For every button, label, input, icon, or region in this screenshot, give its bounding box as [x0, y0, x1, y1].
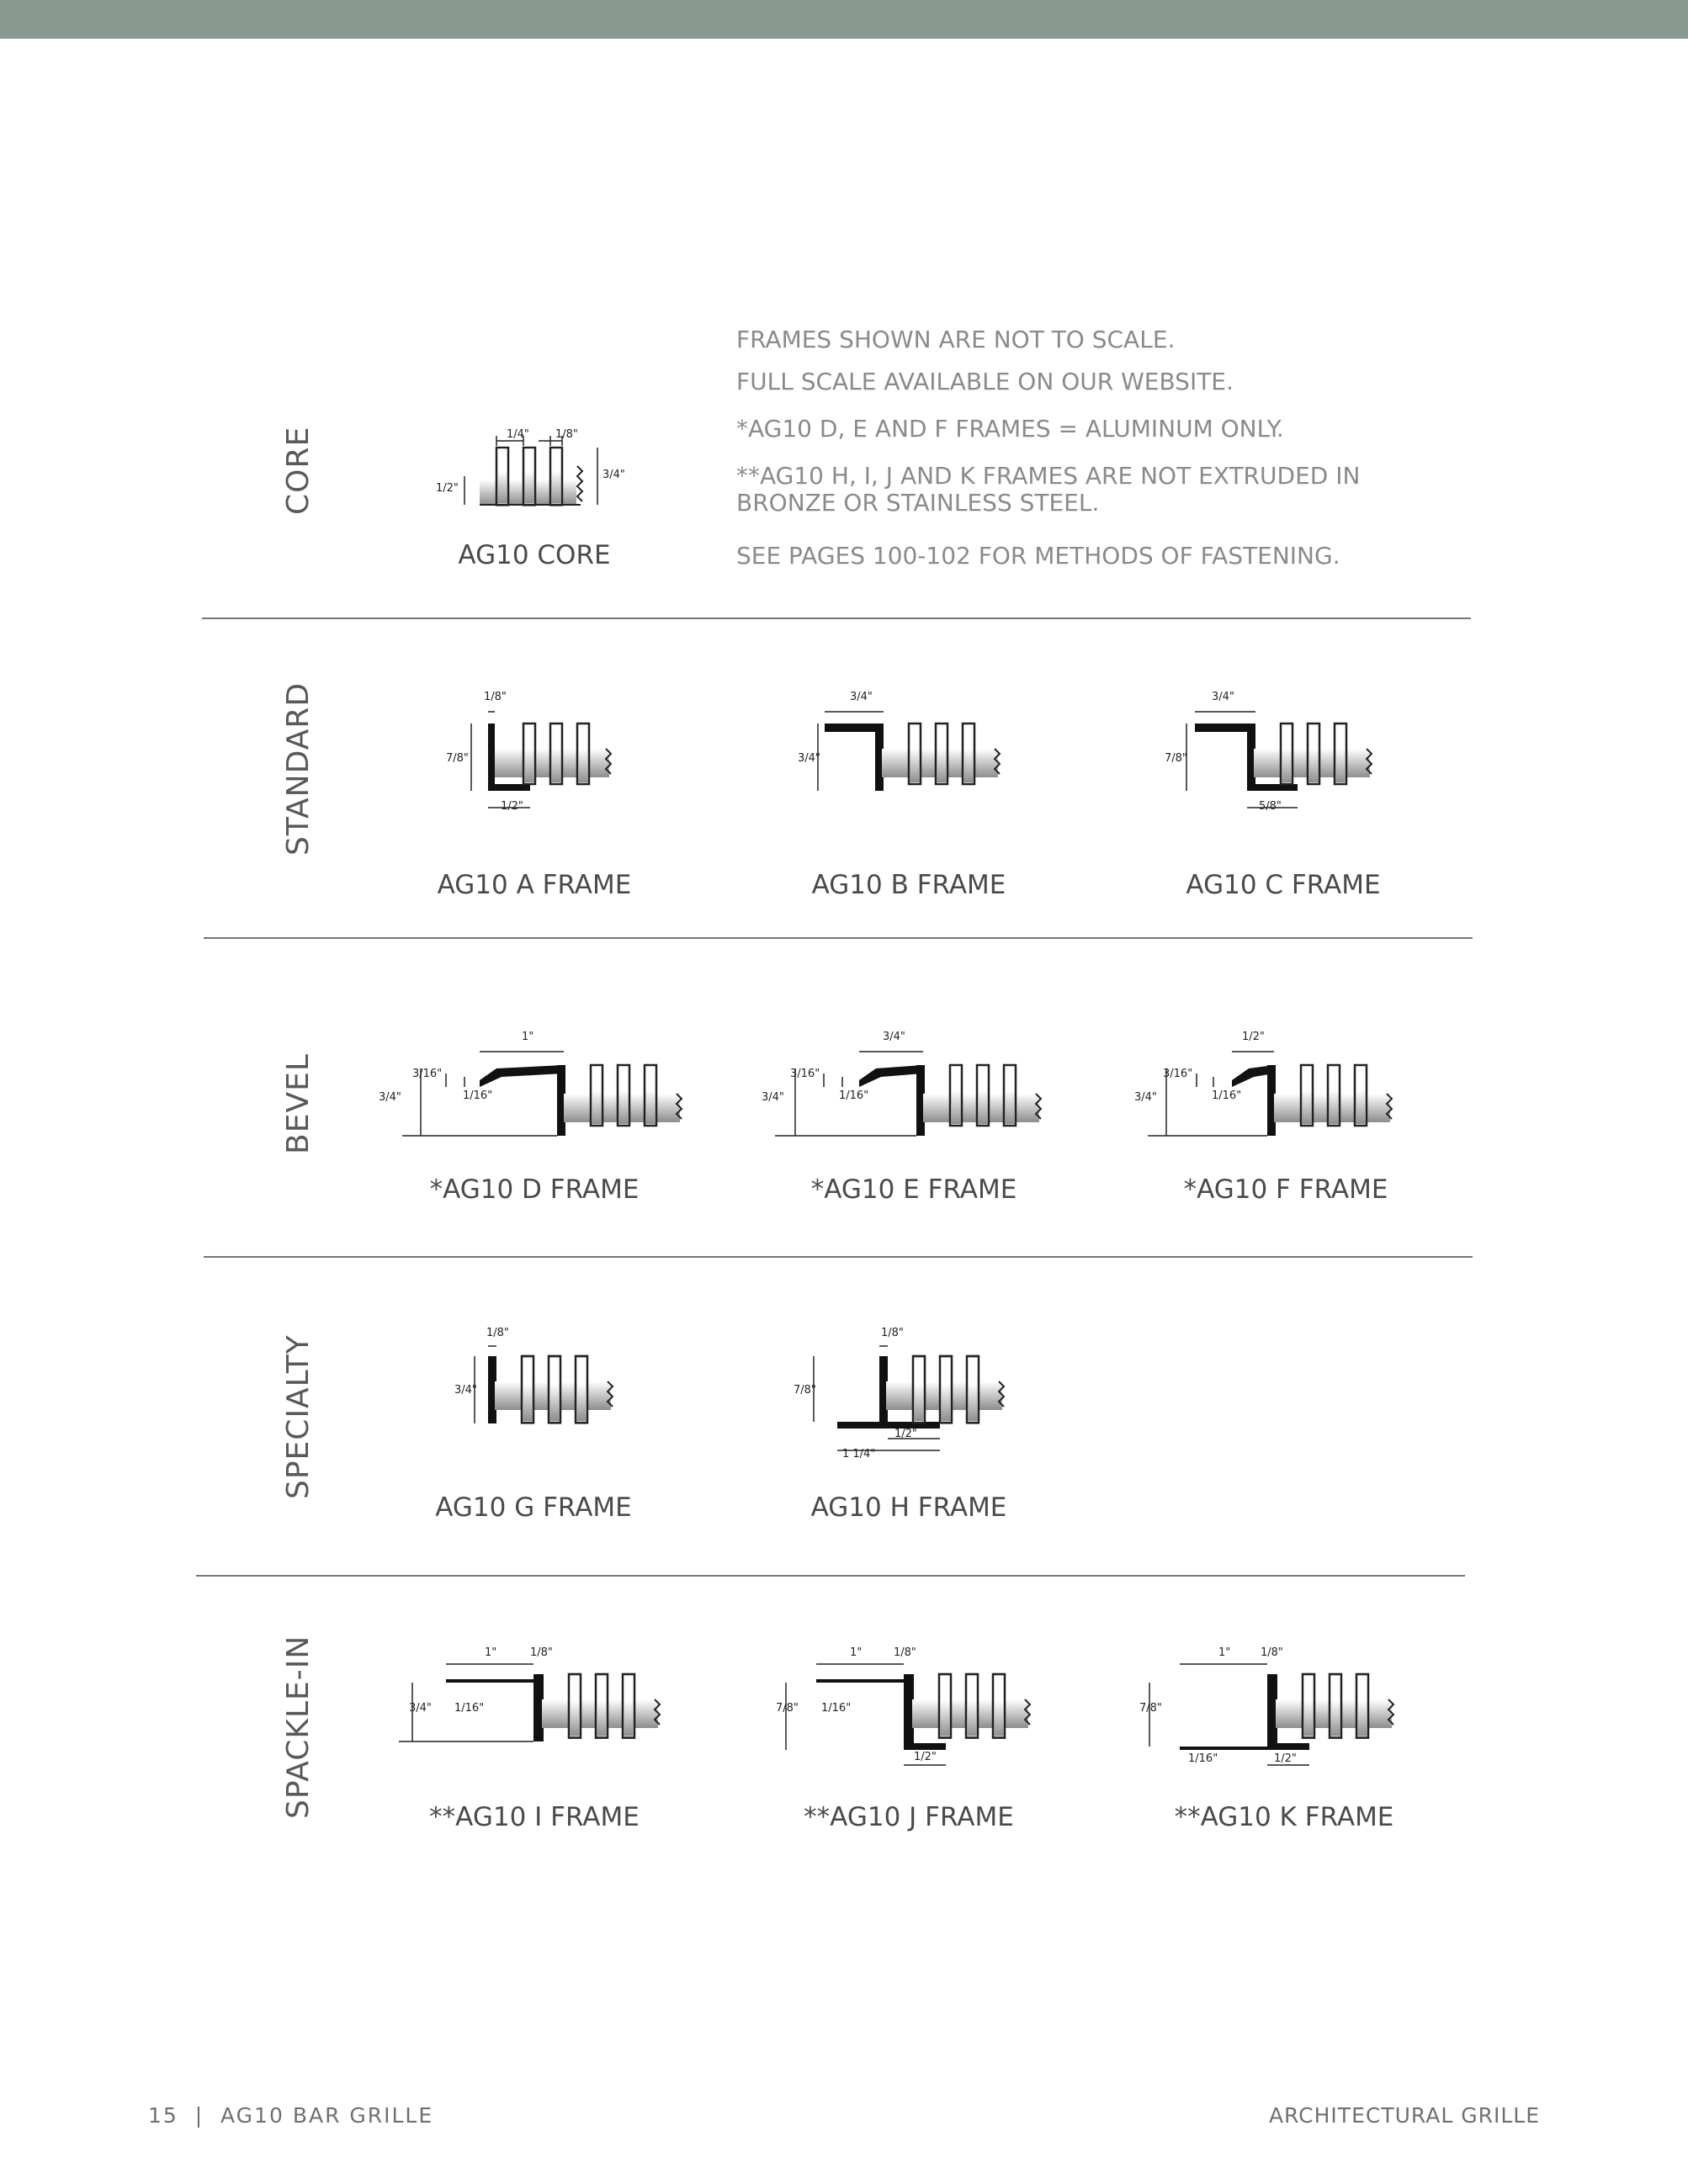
caption-ag10-b-frame: AG10 B FRAME — [811, 870, 1006, 900]
dim-label: 1" — [1218, 1646, 1231, 1659]
dim-label: 3/4" — [1134, 1091, 1157, 1104]
dim-label: 7/8" — [794, 1384, 816, 1397]
dim-label: 3/16" — [790, 1068, 820, 1080]
note-aluminum-only: *AG10 D, E AND F FRAMES = ALUMINUM ONLY. — [736, 415, 1284, 443]
caption-ag10-h-frame: AG10 H FRAME — [810, 1492, 1007, 1523]
dim-label: 1/2" — [894, 1428, 917, 1440]
dim-label: 7/8" — [1165, 752, 1187, 765]
dim-label: 7/8" — [1139, 1702, 1162, 1715]
dim-label: 1/2" — [501, 800, 523, 813]
dim-label: 1/2" — [914, 1751, 937, 1763]
diagram-ag10-h-frame — [787, 1319, 1022, 1471]
caption-ag10-i-frame: **AG10 I FRAME — [429, 1802, 640, 1832]
diagram-ag10-a-frame — [446, 681, 648, 824]
note-fastening: SEE PAGES 100-102 FOR METHODS OF FASTENING. — [736, 542, 1340, 570]
dim-label: 1/8" — [530, 1646, 553, 1659]
dim-label: 3/4" — [798, 752, 820, 765]
dim-label: 3/16" — [1163, 1068, 1193, 1080]
dim-label: 1/4" — [507, 428, 529, 441]
dim-label: 1/16" — [839, 1089, 869, 1102]
dim-label: 1" — [850, 1646, 863, 1659]
section-divider — [202, 618, 1471, 619]
dim-label: 1/2" — [436, 482, 459, 495]
dim-label: 3/4" — [850, 691, 873, 703]
dim-label: 1/8" — [486, 1327, 509, 1339]
dim-label: 1/16" — [454, 1702, 485, 1715]
note-not-to-scale: FRAMES SHOWN ARE NOT TO SCALE. — [736, 326, 1176, 353]
caption-ag10-a-frame: AG10 A FRAME — [437, 870, 632, 900]
dim-label: 1/16" — [1188, 1752, 1218, 1765]
caption-ag10-j-frame: **AG10 J FRAME — [804, 1802, 1014, 1832]
caption-ag10-core: AG10 CORE — [458, 540, 611, 570]
dim-label: 1/16" — [821, 1702, 852, 1715]
caption-ag10-d-frame: *AG10 D FRAME — [429, 1174, 640, 1205]
diagram-ag10-i-frame — [395, 1635, 673, 1753]
dim-label: 3/16" — [412, 1068, 443, 1080]
dim-label: 3/4" — [762, 1091, 784, 1104]
section-label-bevel: BEVEL — [281, 1053, 316, 1154]
dim-label: 1" — [485, 1646, 497, 1659]
caption-ag10-c-frame: AG10 C FRAME — [1186, 870, 1381, 900]
section-label-specialty: SPECIALTY — [281, 1334, 316, 1499]
dim-label: 1/16" — [463, 1089, 493, 1102]
dim-label: 5/8" — [1259, 800, 1282, 813]
note-not-extruded-line2: BRONZE OR STAINLESS STEEL. — [736, 489, 1100, 517]
section-label-spackle-in: SPACKLE-IN — [281, 1635, 316, 1819]
diagram-ag10-j-frame — [766, 1635, 1043, 1770]
dim-label: 3/4" — [602, 469, 625, 481]
diagram-ag10-g-frame — [446, 1319, 648, 1429]
dim-label: 1/8" — [881, 1327, 904, 1339]
dim-label: 1/8" — [894, 1646, 916, 1659]
dim-label: 3/4" — [1212, 691, 1234, 703]
diagram-ag10-core — [429, 404, 648, 522]
dim-label: 3/4" — [883, 1031, 905, 1043]
dim-label: 1 1/4" — [842, 1448, 876, 1460]
section-label-standard: STANDARD — [281, 681, 316, 856]
caption-ag10-g-frame: AG10 G FRAME — [435, 1492, 632, 1523]
footer-left: 15 | AG10 BAR GRILLE — [148, 2103, 434, 2128]
diagram-ag10-c-frame — [1161, 681, 1380, 824]
dim-label: 1" — [522, 1031, 534, 1043]
dim-label: 1/2" — [1274, 1752, 1297, 1765]
diagram-ag10-e-frame — [762, 1018, 1064, 1144]
diagram-ag10-b-frame — [791, 681, 1010, 824]
diagram-ag10-d-frame — [379, 1018, 682, 1144]
dim-label: 3/4" — [409, 1702, 432, 1715]
dim-label: 1/8" — [1261, 1646, 1283, 1659]
top-color-band — [0, 0, 1688, 39]
dim-label: 1/16" — [1212, 1089, 1242, 1102]
caption-ag10-k-frame: **AG10 K FRAME — [1174, 1802, 1394, 1832]
section-divider — [204, 1256, 1473, 1258]
dim-label: 3/4" — [379, 1091, 401, 1104]
caption-ag10-e-frame: *AG10 E FRAME — [810, 1174, 1017, 1205]
section-divider — [204, 937, 1473, 939]
dim-label: 1/8" — [484, 691, 507, 703]
diagram-ag10-k-frame — [1129, 1635, 1407, 1770]
caption-ag10-f-frame: *AG10 F FRAME — [1183, 1174, 1388, 1205]
section-label-core: CORE — [281, 426, 316, 515]
dim-label: 7/8" — [446, 752, 469, 765]
footer-right: ARCHITECTURAL GRILLE — [1268, 2103, 1540, 2128]
dim-label: 1/2" — [1242, 1031, 1265, 1043]
diagram-ag10-f-frame — [1134, 1018, 1437, 1144]
section-divider — [196, 1575, 1465, 1577]
dim-label: 7/8" — [776, 1702, 799, 1715]
note-not-extruded-line1: **AG10 H, I, J AND K FRAMES ARE NOT EXTRUDED IN — [736, 462, 1361, 490]
dim-label: 1/8" — [555, 428, 578, 441]
dim-label: 3/4" — [454, 1384, 477, 1397]
note-full-scale: FULL SCALE AVAILABLE ON OUR WEBSITE. — [736, 368, 1234, 395]
